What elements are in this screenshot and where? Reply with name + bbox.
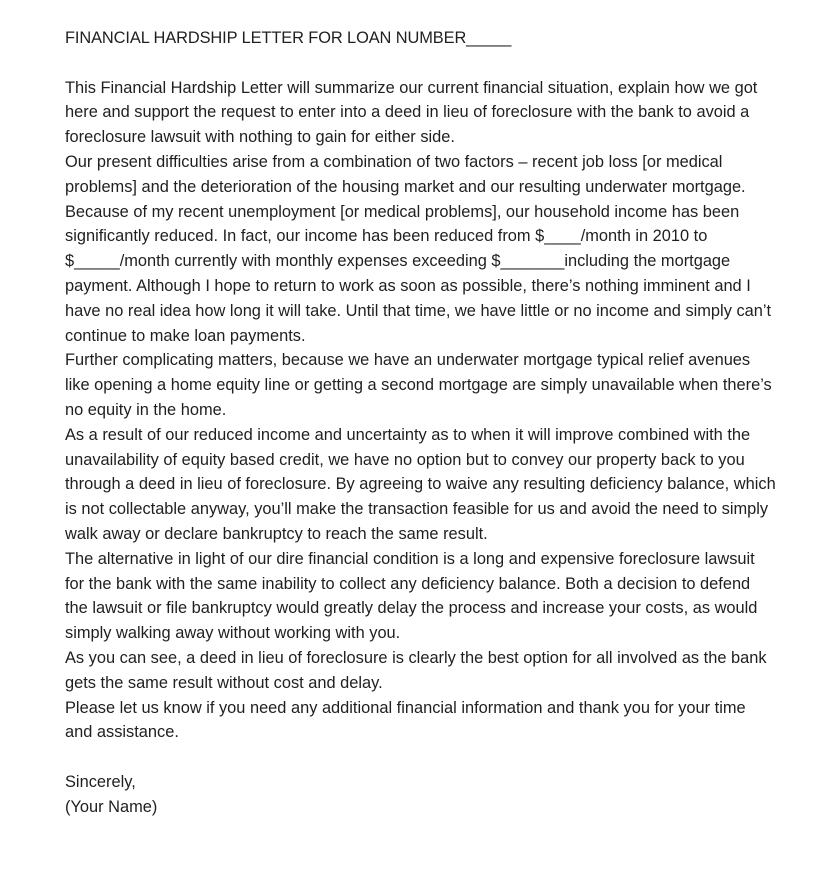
- paragraph-alternative: The alternative in light of our dire financial condition is a long and expensive foreclosure lawsuit for the bank with the same inability to collect any deficiency balance. Both a decision to defend the lawsuit or file bankruptcy would greatly delay the process and increase your costs, as would simply walking away without working with you.: [65, 549, 758, 643]
- letter-closing: [65, 770, 777, 820]
- paragraph-conclusion: As you can see, a deed in lieu of foreclosure is clearly the best option for all involved as the bank gets the same result without cost and delay.: [65, 648, 767, 692]
- paragraph-complications: Further complicating matters, because we have an underwater mortgage typical relief avenues like opening a home equity line or getting a second mortgage are simply unavailable when there’s no equity in the home.: [65, 351, 772, 419]
- paragraph-thanks: Please let us know if you need any additional financial information and thank you for your time and assistance.: [65, 698, 746, 742]
- letter-title: FINANCIAL HARDSHIP LETTER FOR LOAN NUMBER_____: [65, 29, 512, 47]
- paragraph-request: As a result of our reduced income and uncertainty as to when it will improve combined with the unavailability of equity based credit, we have no option but to convey our property back to you through a deed in lieu of foreclosure. By agreeing to waive any resulting deficiency balance, which is not collectable anyway, you’ll make the transaction feasible for us and avoid the need to simply walk away or declare bankruptcy to reach the same result.: [65, 425, 776, 543]
- letter-page: [65, 26, 777, 820]
- closing-salutation: Sincerely,: [65, 772, 136, 791]
- letter-body: [65, 76, 777, 746]
- paragraph-intro: This Financial Hardship Letter will summarize our current financial situation, explain how we got here and support the request to enter into a deed in lieu of foreclosure with the bank to avoid a foreclosure lawsuit with nothing to gain for either side.: [65, 78, 758, 147]
- paragraph-income: Because of my recent unemployment [or medical problems], our household income has been significantly reduced. In fact, our income has been reduced from $____/month in 2010 to $_____/month currently with monthly expenses exceeding $_______including the mortgage payment. Although I hope to return to work as soon as possible, there’s nothing imminent and I have no real idea how long it will take. Until that time, we have little or no income and simply can’t continue to make loan payments.: [65, 202, 772, 345]
- signature-name: (Your Name): [65, 797, 158, 816]
- paragraph-difficulties: Our present difficulties arise from a combination of two factors – recent job loss [or medical problems] and the deterioration of the housing market and our resulting underwater mortgage.: [65, 152, 746, 196]
